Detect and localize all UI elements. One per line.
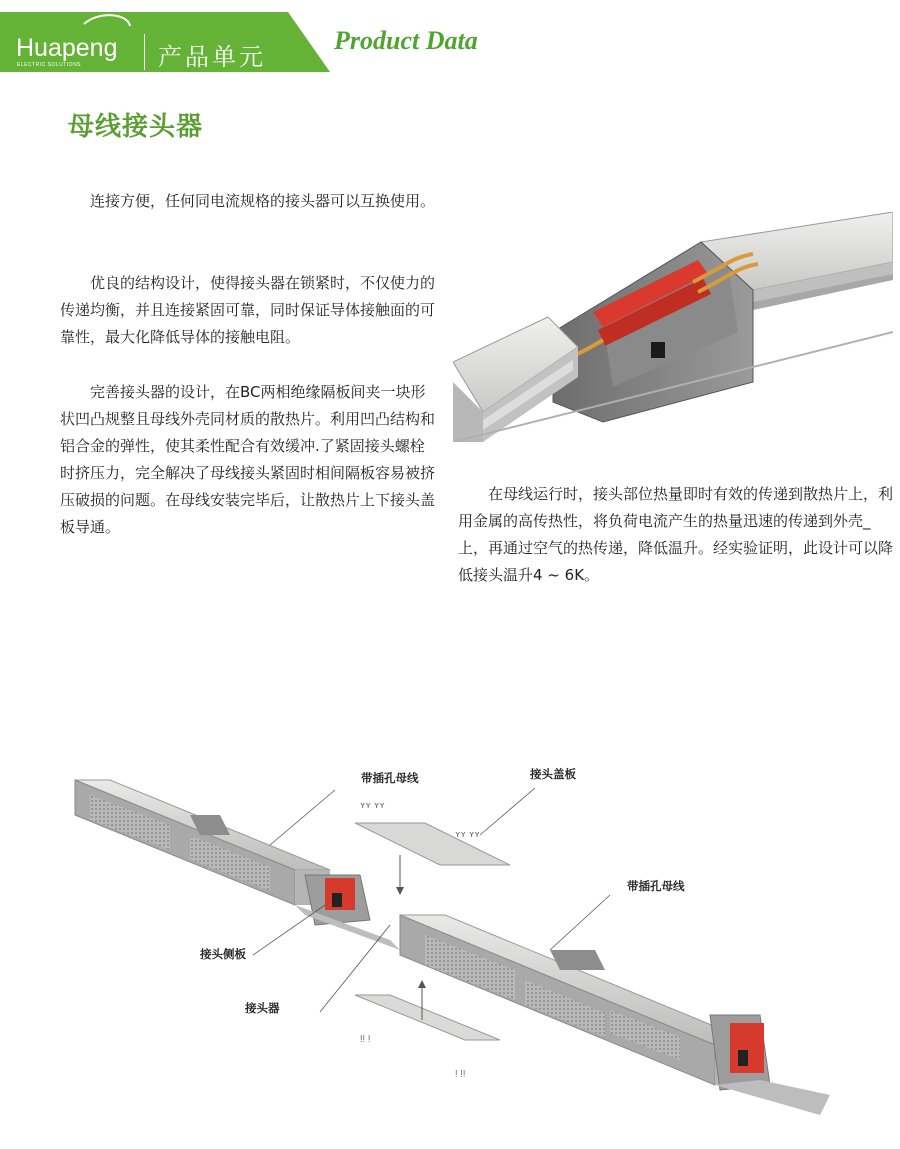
svg-text:ᴉ ᴉᴉ: ᴉ ᴉᴉ [455, 1068, 466, 1078]
paragraph-heat-transfer: 在母线运行时，接头部位热量即时有效的传递到散热片上，利用金属的高传热性，将负荷电流产生的热量迅速的传递到外壳_上，再通过空气的热传递，降低温升。经实验证明，此设计可以降低接头温升4 ~ 6K。 [458, 485, 894, 584]
brand-logo-subtext: ELECTRIC SOLUTIONS [17, 62, 82, 68]
paragraph-heat-sink: 完善接头器的设计，在BC两相绝缘隔板间夹一块形状凹凸规整且母线外壳同材质的散热片。利用凹凸结构和铝合金的弹性，使其柔性配合有效缓冲.了紧固接头螺栓时挤压力，完全解决了母线接头紧固时相间隔板容易被挤压破损的问题。在母线安装完毕后，让散热片上下接头盖板导通。 [60, 383, 436, 536]
label-joint-side-plate: 接头侧板 [200, 947, 246, 961]
paragraph-structure: 优良的结构设计，使得接头器在锁紧时，不仅使力的传递均衡，并且连接紧固可靠，同时保证导体接触面的可靠性，最大化降低导体的接触电阻。 [60, 274, 436, 346]
section-title-en: Product Data [334, 26, 478, 55]
paragraph-interchangeable: 连接方便，任何同电流规格的接头器可以互换使用。 [90, 192, 436, 210]
svg-text:ᴉᴉ ᴉ: ᴉᴉ ᴉ [360, 1033, 371, 1043]
label-joint-cover: 接头盖板 [530, 767, 576, 781]
label-plug-busbar-2: 带插孔母线 [627, 879, 685, 893]
label-connector: 接头器 [245, 1001, 280, 1015]
section-title-cn: 产品单元 [158, 43, 266, 71]
svg-text:ʏʏ ʏʏ: ʏʏ ʏʏ [360, 801, 385, 811]
header-banner [0, 10, 330, 72]
exploded-diagram [70, 775, 830, 1115]
brand-logo: Huapeng [16, 34, 118, 62]
header-divider [144, 34, 145, 70]
svg-text:ʏʏ ʏʏ: ʏʏ ʏʏ [455, 830, 480, 840]
page-title: 母线接头器 [68, 112, 204, 142]
joint-photo [453, 212, 893, 442]
label-plug-busbar-1: 带插孔母线 [361, 771, 419, 785]
